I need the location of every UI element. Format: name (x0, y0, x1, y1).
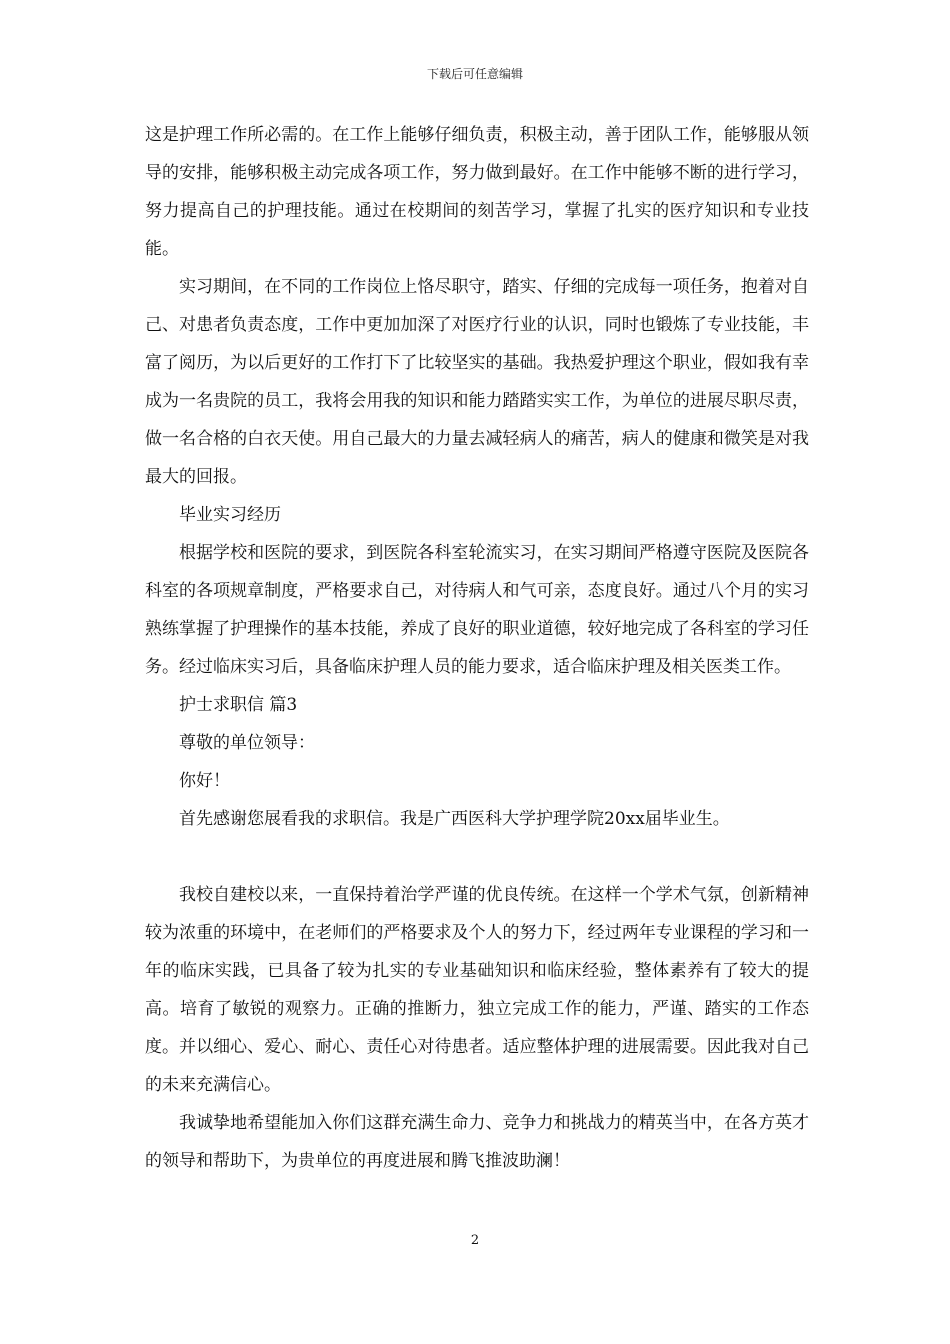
paragraph-school-background: 我校自建校以来，一直保持着治学严谨的优良传统。在这样一个学术气氛，创新精神较为浓重的环境中，在老师们的严格要求及个人的努力下，经过两年专业课程的学习和一年的临床实践，已具备了较为扎实的专业基础知识和临床经验，整体素养有了较大的提高。培育了敏锐的观察力。正确的推断力，独立完成工作的能力，严谨、踏实的工作态度。并以细心、爱心、耐心、责任心对待患者。适应整体护理的进展需要。因此我对自己的未来充满信心。 (145, 885, 809, 1095)
letter-greeting: 你好！ (179, 771, 230, 791)
page-number: 2 (470, 1233, 480, 1248)
document-body (145, 116, 809, 1180)
paragraph-introduction: 首先感谢您展看我的求职信。我是广西医科大学护理学院20xx届毕业生。 (179, 809, 730, 829)
page-header: 下载后可任意编辑 (426, 67, 523, 81)
letter-salutation: 尊敬的单位领导： (179, 733, 315, 753)
section-heading-internship-experience: 毕业实习经历 (179, 505, 281, 525)
paragraph-closing-hope: 我诚挚地希望能加入你们这群充满生命力、竞争力和挑战力的精英当中，在各方英才的领导和帮助下，为贵单位的再度进展和腾飞推波助澜！ (145, 1113, 809, 1171)
blank-line (145, 838, 809, 876)
paragraph-work-attitude: 这是护理工作所必需的。在工作上能够仔细负责，积极主动，善于团队工作，能够服从领导的安排，能够积极主动完成各项工作，努力做到最好。在工作中能够不断的进行学习，努力提高自己的护理技能。通过在校期间的刻苦学习，掌握了扎实的医疗知识和专业技能。 (145, 125, 809, 259)
letter-title: 护士求职信 篇3 (179, 695, 298, 715)
paragraph-internship: 实习期间，在不同的工作岗位上恪尽职守，踏实、仔细的完成每一项任务，抱着对自己、对患者负责态度，工作中更加加深了对医疗行业的认识，同时也锻炼了专业技能，丰富了阅历，为以后更好的工作打下了比较坚实的基础。我热爱护理这个职业，假如我有幸成为一名贵院的员工，我将会用我的知识和能力踏踏实实工作，为单位的进展尽职尽责，做一名合格的白衣天使。用自己最大的力量去减轻病人的痛苦，病人的健康和微笑是对我最大的回报。 (145, 277, 809, 487)
paragraph-internship-experience: 根据学校和医院的要求，到医院各科室轮流实习，在实习期间严格遵守医院及医院各科室的各项规章制度，严格要求自己，对待病人和气可亲，态度良好。通过八个月的实习熟练掌握了护理操作的基本技能，养成了良好的职业道德，较好地完成了各科室的学习任务。经过临床实习后，具备临床护理人员的能力要求，适合临床护理及相关医类工作。 (145, 543, 809, 677)
